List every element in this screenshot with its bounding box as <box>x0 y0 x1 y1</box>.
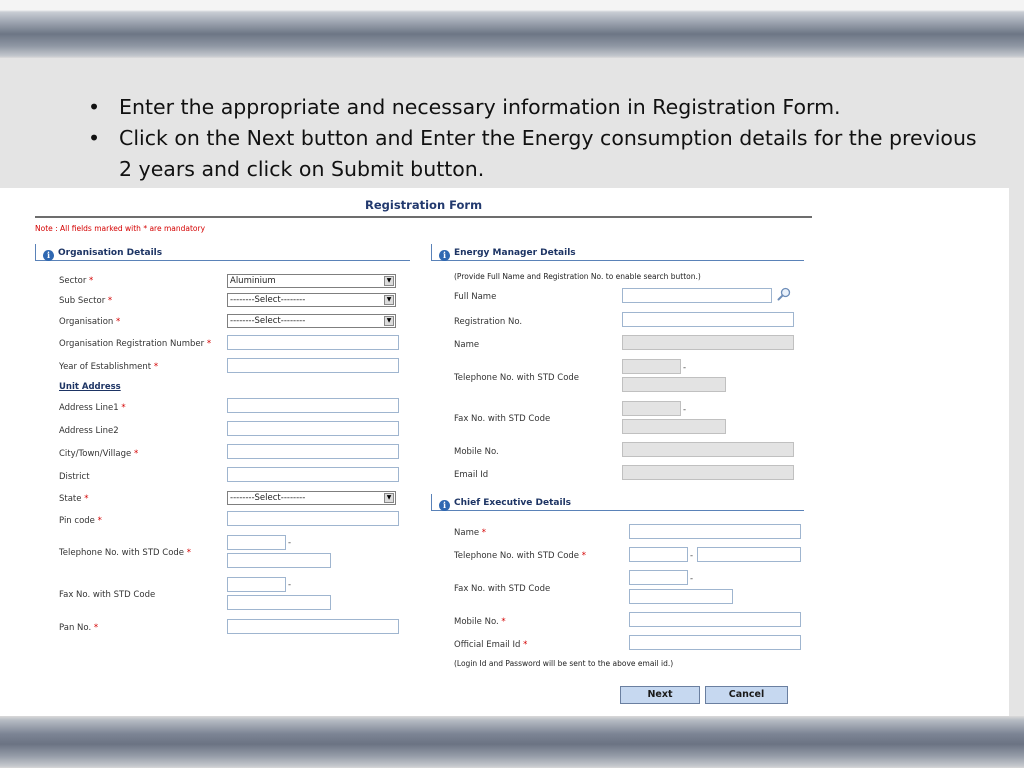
ce-name-input[interactable] <box>629 524 801 539</box>
address1-label: Address Line1 * <box>59 403 126 413</box>
required-marker: * <box>97 516 102 526</box>
mandatory-note: Note : All fields marked with * are mandatory <box>35 224 206 233</box>
state-select[interactable]: --------Select-------- ▼ <box>227 491 396 505</box>
em-section-heading: Energy Manager Details <box>454 248 576 258</box>
bullet-item: • Click on the Next button and Enter the Energy consumption details for the previous 2 years and click on Submit button. <box>88 123 988 185</box>
sub-sector-label: Sub Sector * <box>59 296 113 306</box>
em-reg-no-input[interactable] <box>622 312 794 327</box>
district-label: District <box>59 472 90 482</box>
unit-address-heading: Unit Address <box>59 382 121 392</box>
separator-dash: - <box>683 363 687 373</box>
required-marker: * <box>89 276 94 286</box>
next-button[interactable]: Next <box>620 686 700 704</box>
ce-name-label: Name * <box>454 528 487 538</box>
sub-sector-select[interactable]: --------Select-------- ▼ <box>227 293 396 307</box>
required-marker: * <box>133 449 139 459</box>
chevron-down-icon: ▼ <box>384 276 394 286</box>
pin-input[interactable] <box>227 511 399 526</box>
required-marker: * <box>581 551 586 561</box>
ce-section-divider <box>431 510 804 511</box>
state-label: State * <box>59 494 89 504</box>
em-full-name-input[interactable] <box>622 288 772 303</box>
required-marker: * <box>93 623 99 633</box>
required-marker: * <box>84 494 89 504</box>
ce-fax-std-input[interactable] <box>629 570 688 585</box>
required-marker: * <box>121 403 126 413</box>
city-input[interactable] <box>227 444 399 459</box>
ce-fax-label: Fax No. with STD Code <box>454 584 551 594</box>
required-marker: * <box>501 617 506 627</box>
ce-telephone-number-input[interactable] <box>697 547 801 562</box>
separator-dash: - <box>288 538 292 548</box>
search-icon[interactable] <box>777 287 791 301</box>
required-marker: * <box>186 548 191 558</box>
pan-input[interactable] <box>227 619 399 634</box>
reg-number-label: Organisation Registration Number * <box>59 339 212 349</box>
year-input[interactable] <box>227 358 399 373</box>
city-label: City/Town/Village * <box>59 449 139 459</box>
bullet-item: • Enter the appropriate and necessary information in Registration Form. <box>88 92 988 123</box>
em-telephone-label: Telephone No. with STD Code <box>454 373 580 383</box>
pin-label: Pin code * <box>59 516 102 526</box>
ce-section-heading: Chief Executive Details <box>454 498 572 508</box>
separator-dash: - <box>690 574 694 584</box>
org-fax-label: Fax No. with STD Code <box>59 590 156 600</box>
info-icon: i <box>439 500 450 511</box>
org-section-edge <box>35 244 36 261</box>
slide-top-band <box>0 0 1024 58</box>
ce-email-input[interactable] <box>629 635 801 650</box>
sector-select[interactable]: Aluminium ▼ <box>227 274 396 288</box>
address2-label: Address Line2 <box>59 426 119 436</box>
required-marker: * <box>523 640 528 650</box>
ce-telephone-label: Telephone No. with STD Code * <box>454 551 586 561</box>
page-title: Registration Form <box>365 198 483 212</box>
org-telephone-number-input[interactable] <box>227 553 331 568</box>
em-name-input <box>622 335 794 350</box>
org-fax-number-input[interactable] <box>227 595 331 610</box>
em-fax-label: Fax No. with STD Code <box>454 414 551 424</box>
reg-number-input[interactable] <box>227 335 399 350</box>
em-mobile-input <box>622 442 794 457</box>
required-marker: * <box>107 296 113 306</box>
separator-dash: - <box>288 580 292 590</box>
org-section-divider <box>35 260 410 261</box>
form-screenshot-panel <box>0 188 1009 716</box>
organisation-select[interactable]: --------Select-------- ▼ <box>227 314 396 328</box>
em-full-name-label: Full Name <box>454 292 497 302</box>
em-search-hint: (Provide Full Name and Registration No. to enable search button.) <box>454 272 701 281</box>
org-telephone-std-input[interactable] <box>227 535 286 550</box>
district-input[interactable] <box>227 467 399 482</box>
required-marker: * <box>153 362 159 372</box>
sector-label: Sector * <box>59 276 94 286</box>
em-email-input <box>622 465 794 480</box>
chevron-down-icon: ▼ <box>384 493 394 503</box>
ce-section-edge <box>431 494 432 511</box>
ce-mobile-input[interactable] <box>629 612 801 627</box>
slide-bottom-band <box>0 716 1024 768</box>
em-section-divider <box>431 260 804 261</box>
chevron-down-icon: ▼ <box>384 295 394 305</box>
chevron-down-icon: ▼ <box>384 316 394 326</box>
cancel-button[interactable]: Cancel <box>705 686 788 704</box>
required-marker: * <box>116 317 121 327</box>
ce-fax-number-input[interactable] <box>629 589 733 604</box>
instruction-bullets <box>88 92 988 185</box>
address1-input[interactable] <box>227 398 399 413</box>
organisation-label: Organisation * <box>59 317 121 327</box>
org-section-heading: Organisation Details <box>58 248 163 258</box>
org-fax-std-input[interactable] <box>227 577 286 592</box>
year-label: Year of Establishment * <box>59 362 159 372</box>
required-marker: * <box>481 528 487 538</box>
em-section-edge <box>431 244 432 261</box>
ce-telephone-std-input[interactable] <box>629 547 688 562</box>
em-telephone-number-input <box>622 377 726 392</box>
em-telephone-std-input <box>622 359 681 374</box>
em-fax-std-input <box>622 401 681 416</box>
required-marker: * <box>206 339 212 349</box>
em-reg-no-label: Registration No. <box>454 317 523 327</box>
org-telephone-label: Telephone No. with STD Code * <box>59 548 191 558</box>
em-name-label: Name <box>454 340 480 350</box>
address2-input[interactable] <box>227 421 399 436</box>
ce-email-label: Official Email Id * <box>454 640 528 650</box>
separator-dash: - <box>690 551 694 561</box>
em-fax-number-input <box>622 419 726 434</box>
info-icon: i <box>43 250 54 261</box>
pan-label: Pan No. * <box>59 623 99 633</box>
title-divider <box>35 216 812 218</box>
em-mobile-label: Mobile No. <box>454 447 499 457</box>
em-email-label: Email Id <box>454 470 489 480</box>
ce-mobile-label: Mobile No. * <box>454 617 506 627</box>
separator-dash: - <box>683 405 687 415</box>
ce-email-hint: (Login Id and Password will be sent to the above email id.) <box>454 659 674 668</box>
info-icon: i <box>439 250 450 261</box>
